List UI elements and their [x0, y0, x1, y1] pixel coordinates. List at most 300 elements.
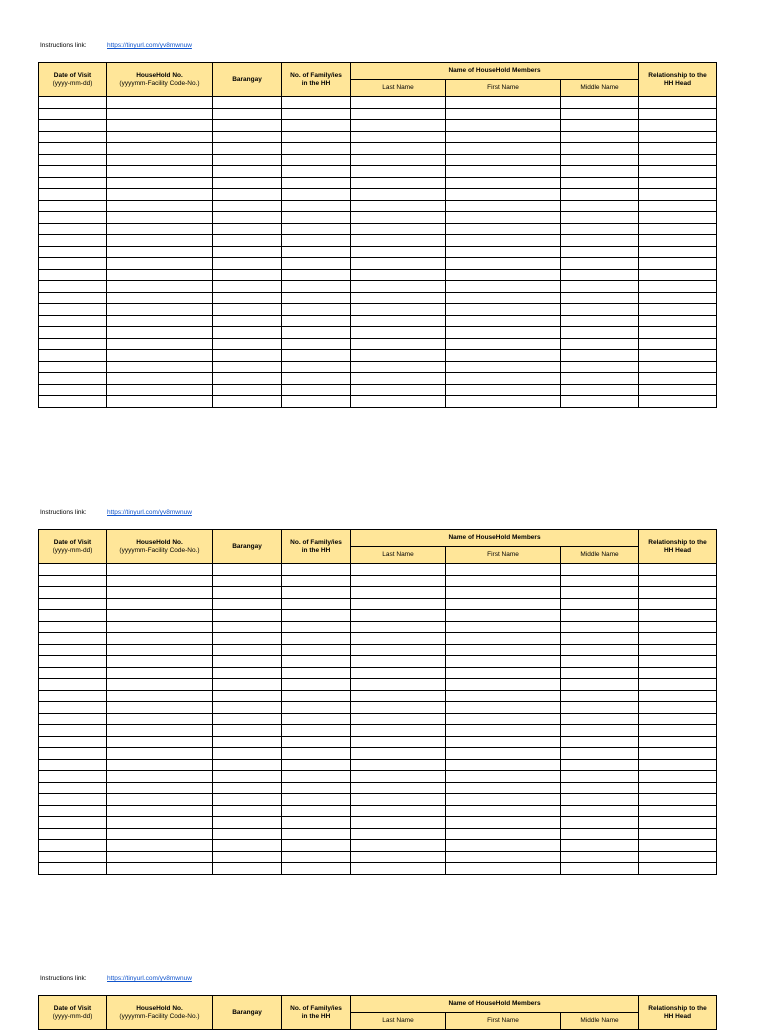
entry-cell[interactable]	[446, 246, 561, 258]
entry-cell[interactable]	[39, 621, 107, 633]
entry-cell[interactable]	[561, 108, 639, 120]
entry-cell[interactable]	[282, 794, 351, 806]
entry-cell[interactable]	[39, 315, 107, 327]
entry-cell[interactable]	[561, 120, 639, 132]
entry-cell[interactable]	[107, 610, 213, 622]
entry-cell[interactable]	[39, 656, 107, 668]
entry-cell[interactable]	[561, 725, 639, 737]
entry-cell[interactable]	[446, 212, 561, 224]
entry-cell[interactable]	[107, 863, 213, 875]
entry-cell[interactable]	[282, 587, 351, 599]
entry-cell[interactable]	[561, 782, 639, 794]
entry-cell[interactable]	[107, 154, 213, 166]
entry-cell[interactable]	[213, 771, 282, 783]
entry-cell[interactable]	[107, 805, 213, 817]
entry-cell[interactable]	[639, 120, 717, 132]
entry-cell[interactable]	[213, 794, 282, 806]
entry-cell[interactable]	[282, 771, 351, 783]
entry-cell[interactable]	[446, 361, 561, 373]
entry-cell[interactable]	[39, 575, 107, 587]
entry-cell[interactable]	[39, 361, 107, 373]
entry-cell[interactable]	[282, 598, 351, 610]
entry-cell[interactable]	[282, 805, 351, 817]
entry-cell[interactable]	[39, 327, 107, 339]
entry-cell[interactable]	[39, 108, 107, 120]
entry-cell[interactable]	[107, 759, 213, 771]
entry-cell[interactable]	[446, 235, 561, 247]
entry-cell[interactable]	[351, 621, 446, 633]
entry-cell[interactable]	[282, 396, 351, 408]
entry-cell[interactable]	[351, 327, 446, 339]
entry-cell[interactable]	[351, 235, 446, 247]
entry-cell[interactable]	[639, 143, 717, 155]
entry-cell[interactable]	[639, 679, 717, 691]
entry-cell[interactable]	[213, 212, 282, 224]
entry-cell[interactable]	[282, 189, 351, 201]
entry-cell[interactable]	[561, 338, 639, 350]
entry-cell[interactable]	[351, 748, 446, 760]
entry-cell[interactable]	[282, 702, 351, 714]
entry-cell[interactable]	[107, 361, 213, 373]
entry-cell[interactable]	[561, 212, 639, 224]
entry-cell[interactable]	[446, 120, 561, 132]
entry-cell[interactable]	[351, 587, 446, 599]
entry-cell[interactable]	[351, 304, 446, 316]
entry-cell[interactable]	[213, 621, 282, 633]
entry-cell[interactable]	[446, 281, 561, 293]
entry-cell[interactable]	[446, 131, 561, 143]
entry-cell[interactable]	[213, 154, 282, 166]
entry-cell[interactable]	[39, 736, 107, 748]
entry-cell[interactable]	[446, 690, 561, 702]
entry-cell[interactable]	[351, 725, 446, 737]
entry-cell[interactable]	[561, 384, 639, 396]
entry-cell[interactable]	[107, 200, 213, 212]
entry-cell[interactable]	[107, 269, 213, 281]
entry-cell[interactable]	[639, 851, 717, 863]
entry-cell[interactable]	[213, 863, 282, 875]
entry-cell[interactable]	[282, 223, 351, 235]
entry-cell[interactable]	[561, 656, 639, 668]
entry-cell[interactable]	[213, 315, 282, 327]
entry-cell[interactable]	[39, 725, 107, 737]
entry-cell[interactable]	[561, 598, 639, 610]
entry-cell[interactable]	[282, 736, 351, 748]
entry-cell[interactable]	[39, 863, 107, 875]
entry-cell[interactable]	[39, 840, 107, 852]
entry-cell[interactable]	[39, 805, 107, 817]
entry-cell[interactable]	[107, 131, 213, 143]
entry-cell[interactable]	[39, 246, 107, 258]
entry-cell[interactable]	[446, 794, 561, 806]
entry-cell[interactable]	[282, 817, 351, 829]
entry-cell[interactable]	[107, 633, 213, 645]
entry-cell[interactable]	[561, 863, 639, 875]
entry-cell[interactable]	[282, 235, 351, 247]
entry-cell[interactable]	[107, 350, 213, 362]
entry-cell[interactable]	[282, 361, 351, 373]
entry-cell[interactable]	[561, 235, 639, 247]
entry-cell[interactable]	[446, 189, 561, 201]
entry-cell[interactable]	[561, 851, 639, 863]
entry-cell[interactable]	[39, 702, 107, 714]
entry-cell[interactable]	[282, 748, 351, 760]
entry-cell[interactable]	[107, 166, 213, 178]
entry-cell[interactable]	[351, 361, 446, 373]
entry-cell[interactable]	[39, 269, 107, 281]
entry-cell[interactable]	[282, 373, 351, 385]
entry-cell[interactable]	[107, 396, 213, 408]
entry-cell[interactable]	[213, 817, 282, 829]
entry-cell[interactable]	[213, 725, 282, 737]
entry-cell[interactable]	[213, 292, 282, 304]
entry-cell[interactable]	[351, 97, 446, 109]
entry-cell[interactable]	[282, 177, 351, 189]
entry-cell[interactable]	[446, 223, 561, 235]
entry-cell[interactable]	[39, 373, 107, 385]
entry-cell[interactable]	[446, 143, 561, 155]
entry-cell[interactable]	[351, 200, 446, 212]
entry-cell[interactable]	[107, 644, 213, 656]
entry-cell[interactable]	[282, 315, 351, 327]
entry-cell[interactable]	[639, 108, 717, 120]
entry-cell[interactable]	[639, 863, 717, 875]
entry-cell[interactable]	[446, 315, 561, 327]
entry-cell[interactable]	[561, 748, 639, 760]
entry-cell[interactable]	[39, 212, 107, 224]
entry-cell[interactable]	[351, 564, 446, 576]
entry-cell[interactable]	[639, 587, 717, 599]
entry-cell[interactable]	[351, 644, 446, 656]
entry-cell[interactable]	[282, 782, 351, 794]
entry-cell[interactable]	[561, 327, 639, 339]
entry-cell[interactable]	[351, 828, 446, 840]
entry-cell[interactable]	[213, 702, 282, 714]
entry-cell[interactable]	[351, 246, 446, 258]
entry-cell[interactable]	[39, 748, 107, 760]
entry-cell[interactable]	[213, 575, 282, 587]
entry-cell[interactable]	[282, 212, 351, 224]
entry-cell[interactable]	[282, 97, 351, 109]
entry-cell[interactable]	[107, 223, 213, 235]
entry-cell[interactable]	[639, 736, 717, 748]
entry-cell[interactable]	[561, 771, 639, 783]
entry-cell[interactable]	[446, 863, 561, 875]
entry-cell[interactable]	[561, 633, 639, 645]
entry-cell[interactable]	[39, 281, 107, 293]
entry-cell[interactable]	[639, 771, 717, 783]
entry-cell[interactable]	[561, 154, 639, 166]
entry-cell[interactable]	[446, 679, 561, 691]
entry-cell[interactable]	[639, 246, 717, 258]
entry-cell[interactable]	[639, 338, 717, 350]
entry-cell[interactable]	[446, 177, 561, 189]
entry-cell[interactable]	[351, 212, 446, 224]
entry-cell[interactable]	[446, 771, 561, 783]
entry-cell[interactable]	[39, 154, 107, 166]
entry-cell[interactable]	[213, 304, 282, 316]
entry-cell[interactable]	[39, 667, 107, 679]
entry-cell[interactable]	[39, 759, 107, 771]
entry-cell[interactable]	[213, 281, 282, 293]
entry-cell[interactable]	[282, 828, 351, 840]
entry-cell[interactable]	[213, 759, 282, 771]
entry-cell[interactable]	[282, 610, 351, 622]
entry-cell[interactable]	[213, 633, 282, 645]
entry-cell[interactable]	[446, 564, 561, 576]
entry-cell[interactable]	[446, 725, 561, 737]
entry-cell[interactable]	[561, 200, 639, 212]
entry-cell[interactable]	[639, 702, 717, 714]
entry-cell[interactable]	[561, 97, 639, 109]
entry-cell[interactable]	[351, 258, 446, 270]
entry-cell[interactable]	[351, 690, 446, 702]
entry-cell[interactable]	[639, 644, 717, 656]
entry-cell[interactable]	[446, 598, 561, 610]
entry-cell[interactable]	[213, 189, 282, 201]
entry-cell[interactable]	[213, 564, 282, 576]
entry-cell[interactable]	[446, 304, 561, 316]
entry-cell[interactable]	[282, 304, 351, 316]
entry-cell[interactable]	[639, 598, 717, 610]
entry-cell[interactable]	[446, 851, 561, 863]
entry-cell[interactable]	[107, 235, 213, 247]
entry-cell[interactable]	[107, 782, 213, 794]
entry-cell[interactable]	[351, 759, 446, 771]
entry-cell[interactable]	[107, 292, 213, 304]
entry-cell[interactable]	[282, 384, 351, 396]
entry-cell[interactable]	[39, 794, 107, 806]
entry-cell[interactable]	[39, 97, 107, 109]
entry-cell[interactable]	[107, 851, 213, 863]
entry-cell[interactable]	[639, 212, 717, 224]
entry-cell[interactable]	[282, 338, 351, 350]
entry-cell[interactable]	[282, 840, 351, 852]
entry-cell[interactable]	[107, 702, 213, 714]
entry-cell[interactable]	[282, 258, 351, 270]
entry-cell[interactable]	[282, 120, 351, 132]
entry-cell[interactable]	[107, 281, 213, 293]
entry-cell[interactable]	[213, 327, 282, 339]
entry-cell[interactable]	[39, 817, 107, 829]
entry-cell[interactable]	[282, 166, 351, 178]
entry-cell[interactable]	[39, 644, 107, 656]
entry-cell[interactable]	[446, 805, 561, 817]
entry-cell[interactable]	[107, 771, 213, 783]
entry-cell[interactable]	[282, 713, 351, 725]
entry-cell[interactable]	[351, 292, 446, 304]
entry-cell[interactable]	[639, 281, 717, 293]
entry-cell[interactable]	[351, 851, 446, 863]
entry-cell[interactable]	[351, 667, 446, 679]
entry-cell[interactable]	[561, 373, 639, 385]
entry-cell[interactable]	[39, 771, 107, 783]
entry-cell[interactable]	[561, 396, 639, 408]
entry-cell[interactable]	[107, 840, 213, 852]
entry-cell[interactable]	[639, 373, 717, 385]
entry-cell[interactable]	[446, 166, 561, 178]
entry-cell[interactable]	[561, 805, 639, 817]
entry-cell[interactable]	[639, 805, 717, 817]
entry-cell[interactable]	[351, 396, 446, 408]
entry-cell[interactable]	[639, 690, 717, 702]
entry-cell[interactable]	[446, 258, 561, 270]
entry-cell[interactable]	[561, 292, 639, 304]
entry-cell[interactable]	[213, 143, 282, 155]
entry-cell[interactable]	[39, 598, 107, 610]
entry-cell[interactable]	[39, 235, 107, 247]
entry-cell[interactable]	[213, 805, 282, 817]
entry-cell[interactable]	[446, 338, 561, 350]
entry-cell[interactable]	[107, 725, 213, 737]
entry-cell[interactable]	[39, 338, 107, 350]
entry-cell[interactable]	[351, 131, 446, 143]
entry-cell[interactable]	[561, 736, 639, 748]
entry-cell[interactable]	[282, 725, 351, 737]
entry-cell[interactable]	[351, 598, 446, 610]
entry-cell[interactable]	[282, 656, 351, 668]
entry-cell[interactable]	[446, 748, 561, 760]
entry-cell[interactable]	[39, 564, 107, 576]
entry-cell[interactable]	[639, 384, 717, 396]
entry-cell[interactable]	[639, 817, 717, 829]
entry-cell[interactable]	[639, 713, 717, 725]
entry-cell[interactable]	[213, 587, 282, 599]
entry-cell[interactable]	[639, 667, 717, 679]
entry-cell[interactable]	[351, 840, 446, 852]
entry-cell[interactable]	[213, 679, 282, 691]
entry-cell[interactable]	[213, 235, 282, 247]
entry-cell[interactable]	[561, 361, 639, 373]
entry-cell[interactable]	[639, 748, 717, 760]
entry-cell[interactable]	[351, 736, 446, 748]
entry-cell[interactable]	[639, 361, 717, 373]
entry-cell[interactable]	[107, 564, 213, 576]
entry-cell[interactable]	[107, 575, 213, 587]
entry-cell[interactable]	[107, 736, 213, 748]
entry-cell[interactable]	[639, 564, 717, 576]
entry-cell[interactable]	[282, 564, 351, 576]
entry-cell[interactable]	[561, 621, 639, 633]
entry-cell[interactable]	[39, 223, 107, 235]
entry-cell[interactable]	[213, 246, 282, 258]
entry-cell[interactable]	[639, 621, 717, 633]
entry-cell[interactable]	[213, 384, 282, 396]
entry-cell[interactable]	[446, 269, 561, 281]
entry-cell[interactable]	[213, 269, 282, 281]
entry-cell[interactable]	[213, 690, 282, 702]
entry-cell[interactable]	[107, 246, 213, 258]
entry-cell[interactable]	[107, 120, 213, 132]
entry-cell[interactable]	[561, 189, 639, 201]
entry-cell[interactable]	[351, 805, 446, 817]
entry-cell[interactable]	[107, 817, 213, 829]
entry-cell[interactable]	[639, 794, 717, 806]
entry-cell[interactable]	[639, 828, 717, 840]
entry-cell[interactable]	[282, 200, 351, 212]
entry-cell[interactable]	[351, 154, 446, 166]
entry-cell[interactable]	[39, 131, 107, 143]
entry-cell[interactable]	[639, 223, 717, 235]
entry-cell[interactable]	[213, 851, 282, 863]
entry-cell[interactable]	[107, 108, 213, 120]
entry-cell[interactable]	[39, 690, 107, 702]
entry-cell[interactable]	[107, 97, 213, 109]
entry-cell[interactable]	[561, 269, 639, 281]
entry-cell[interactable]	[446, 97, 561, 109]
entry-cell[interactable]	[561, 690, 639, 702]
entry-cell[interactable]	[446, 828, 561, 840]
entry-cell[interactable]	[39, 143, 107, 155]
entry-cell[interactable]	[639, 292, 717, 304]
entry-cell[interactable]	[39, 633, 107, 645]
entry-cell[interactable]	[351, 771, 446, 783]
entry-cell[interactable]	[351, 633, 446, 645]
entry-cell[interactable]	[351, 223, 446, 235]
entry-cell[interactable]	[107, 373, 213, 385]
entry-cell[interactable]	[39, 851, 107, 863]
entry-cell[interactable]	[561, 667, 639, 679]
entry-cell[interactable]	[639, 782, 717, 794]
entry-cell[interactable]	[446, 154, 561, 166]
entry-cell[interactable]	[282, 292, 351, 304]
entry-cell[interactable]	[351, 120, 446, 132]
entry-cell[interactable]	[107, 794, 213, 806]
entry-cell[interactable]	[561, 258, 639, 270]
entry-cell[interactable]	[213, 97, 282, 109]
entry-cell[interactable]	[561, 644, 639, 656]
entry-cell[interactable]	[639, 396, 717, 408]
entry-cell[interactable]	[39, 304, 107, 316]
entry-cell[interactable]	[107, 189, 213, 201]
entry-cell[interactable]	[282, 690, 351, 702]
entry-cell[interactable]	[213, 350, 282, 362]
entry-cell[interactable]	[282, 644, 351, 656]
entry-cell[interactable]	[39, 189, 107, 201]
entry-cell[interactable]	[561, 143, 639, 155]
entry-cell[interactable]	[639, 131, 717, 143]
entry-cell[interactable]	[351, 656, 446, 668]
entry-cell[interactable]	[446, 817, 561, 829]
entry-cell[interactable]	[639, 725, 717, 737]
entry-cell[interactable]	[107, 667, 213, 679]
entry-cell[interactable]	[107, 598, 213, 610]
entry-cell[interactable]	[351, 679, 446, 691]
entry-cell[interactable]	[446, 575, 561, 587]
entry-cell[interactable]	[213, 258, 282, 270]
entry-cell[interactable]	[561, 564, 639, 576]
entry-cell[interactable]	[561, 759, 639, 771]
entry-cell[interactable]	[213, 736, 282, 748]
entry-cell[interactable]	[561, 304, 639, 316]
entry-cell[interactable]	[282, 575, 351, 587]
entry-cell[interactable]	[446, 759, 561, 771]
entry-cell[interactable]	[561, 713, 639, 725]
entry-cell[interactable]	[351, 384, 446, 396]
entry-cell[interactable]	[282, 143, 351, 155]
entry-cell[interactable]	[282, 621, 351, 633]
entry-cell[interactable]	[561, 166, 639, 178]
entry-cell[interactable]	[282, 327, 351, 339]
entry-cell[interactable]	[561, 246, 639, 258]
entry-cell[interactable]	[213, 644, 282, 656]
entry-cell[interactable]	[639, 154, 717, 166]
entry-cell[interactable]	[446, 840, 561, 852]
entry-cell[interactable]	[351, 702, 446, 714]
entry-cell[interactable]	[351, 177, 446, 189]
entry-cell[interactable]	[213, 598, 282, 610]
entry-cell[interactable]	[446, 350, 561, 362]
